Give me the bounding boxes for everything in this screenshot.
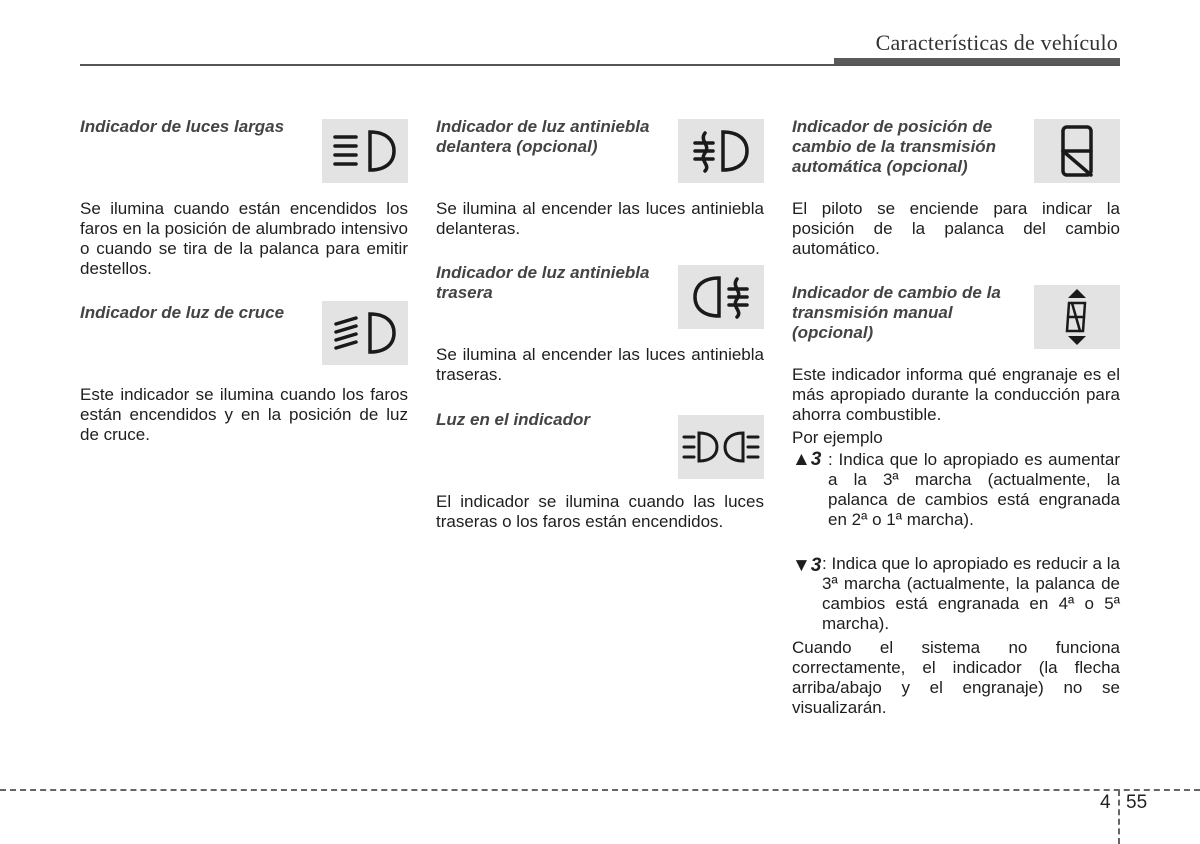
section-heading-position-light: Luz en el indicador [436, 410, 590, 429]
section-heading-front-fog: Indicador de luz antiniebla delantera (opcional) [436, 117, 650, 156]
section-heading-rear-fog: Indicador de luz antiniebla trasera [436, 263, 650, 302]
footer-dashed-divider [1118, 790, 1120, 844]
high-beam-icon [322, 119, 408, 183]
section-heading-at-position: Indicador de posición de cambio de la transmisión automática (opcional) [792, 117, 997, 176]
section-heading-shift-indicator: Indicador de cambio de la transmisión manual (opcional) [792, 283, 1001, 342]
shift-down-item [792, 554, 1120, 634]
section-heading-high-beam: Indicador de luces largas [80, 117, 285, 136]
section-text-front-fog: Se ilumina al encender las luces antiniebla delanteras. [436, 199, 764, 238]
section-text-high-beam: Se ilumina cuando están encendidos los faros en la posición de alumbrado intensivo o cuando se tira de la palanca para emitir destellos. [80, 199, 408, 278]
closing-text: Cuando el sistema no funciona correctamente, el indicador (la flecha arriba/abajo y el engranaje) no se visualizarán. [792, 638, 1120, 717]
position-light-icon [678, 415, 764, 479]
section-text-at-position: El piloto se enciende para indicar la posición de la palanca del cambio automático. [792, 199, 1120, 258]
shift-up-arrow-icon: ▲3 [792, 449, 822, 470]
front-fog-icon [678, 119, 764, 183]
shift-up-item [792, 450, 1120, 550]
page-number: 55 [1126, 792, 1148, 813]
example-label: Por ejemplo [792, 428, 883, 447]
section-text-low-beam: Este indicador se ilumina cuando los faros están encendidos y en la posición de luz de cruce. [80, 385, 408, 444]
header-rule [80, 64, 1120, 66]
page-header-title: Características de vehículo [875, 30, 1118, 55]
section-text-rear-fog: Se ilumina al encender las luces antiniebla traseras. [436, 345, 764, 384]
shift-down-text: : Indica que lo apropiado es reducir a la 3ª marcha (actualmente, la palanca de cambios está engranada en 4ª o 5ª marcha). [822, 554, 1120, 633]
footer-dashed-rule [0, 789, 1200, 791]
rear-fog-icon [678, 265, 764, 329]
at-position-icon [1034, 119, 1120, 183]
section-heading-low-beam: Indicador de luz de cruce [80, 303, 285, 322]
section-text-shift-indicator: Este indicador informa qué engranaje es el más apropiado durante la conducción para ahorra combustible. [792, 365, 1120, 424]
shift-indicator-icon [1034, 285, 1120, 349]
shift-down-arrow-icon: ▼3 [792, 555, 822, 576]
section-text-position-light: El indicador se ilumina cuando las luces traseras o los faros están encendidos. [436, 492, 764, 531]
low-beam-icon [322, 301, 408, 365]
shift-up-text: : Indica que lo apropiado es aumentar a la 3ª marcha (actualmente, la palanca de cambios está engranada en 2ª o 1ª marcha). [828, 450, 1120, 529]
chapter-number: 4 [1100, 792, 1111, 813]
